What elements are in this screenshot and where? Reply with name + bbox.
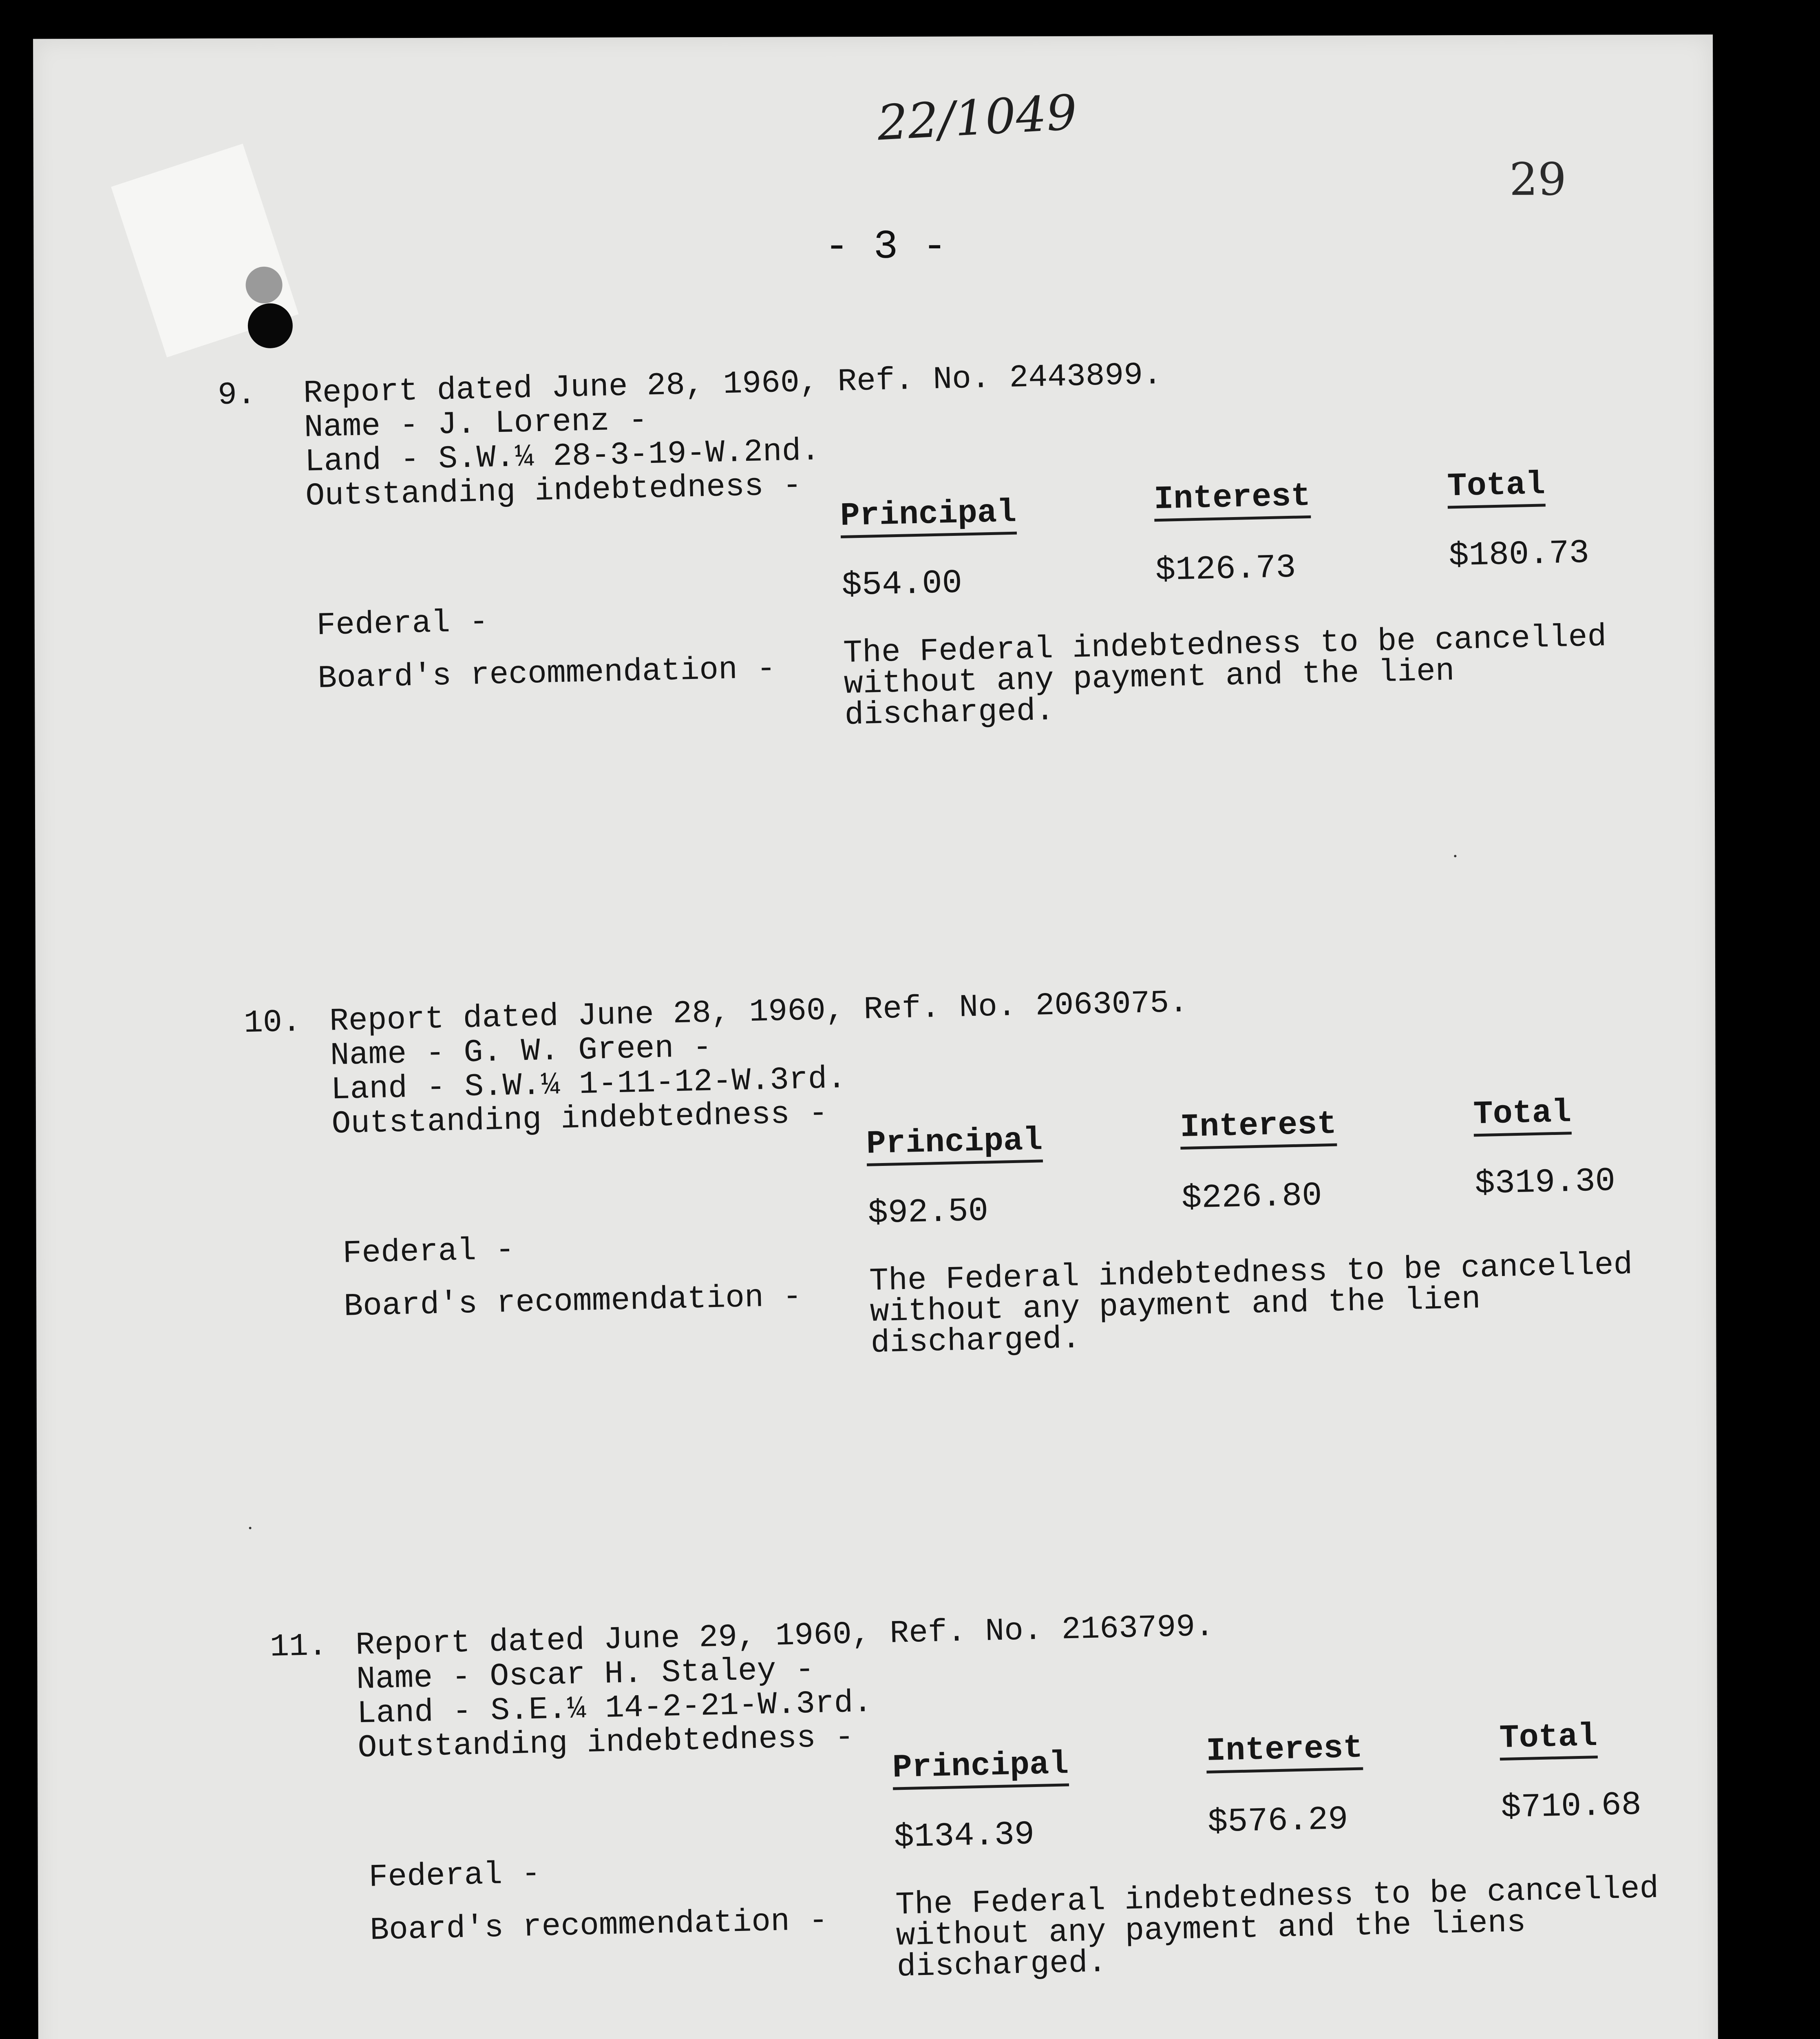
board-recommendation-label: Board's recommendation - <box>369 1903 828 1949</box>
entry-11 <box>269 1597 1791 2039</box>
principal-amount: $54.00 <box>841 564 963 605</box>
board-recommendation-label: Board's recommendation - <box>317 651 776 697</box>
board-recommendation-label: Board's recommendation - <box>343 1279 802 1325</box>
interest-amount: $226.80 <box>1181 1177 1323 1218</box>
recommendation-text: The Federal indebtedness to be cancelled without any payment and the liens discharged. <box>895 1871 1659 1986</box>
outstanding-line: Outstanding indebtedness - <box>305 468 802 515</box>
interest-amount: $126.73 <box>1155 548 1297 590</box>
ink-speck <box>1454 855 1456 857</box>
page-number: 29 <box>1509 153 1567 206</box>
report-line: Report dated June 29, 1960, Ref. No. 2163799. <box>355 1609 1215 1664</box>
outstanding-line: Outstanding indebtedness - <box>331 1095 828 1143</box>
federal-label: Federal - <box>316 604 489 644</box>
federal-label: Federal - <box>342 1232 515 1272</box>
report-line: Report dated June 28, 1960, Ref. No. 2443899. <box>303 357 1162 412</box>
land-line: Land - S.W.¼ 28-3-19-W.2nd. <box>304 433 821 480</box>
entry-number: 10. <box>243 1004 302 1042</box>
federal-label: Federal - <box>368 1856 541 1896</box>
name-line: Name - G. W. Green - <box>330 1030 712 1074</box>
total-header: Total <box>1447 468 1546 509</box>
principal-header: Principal <box>892 1747 1069 1790</box>
punch-hole-icon <box>246 267 283 303</box>
interest-header: Interest <box>1179 1108 1337 1150</box>
entry-9 <box>217 345 1739 805</box>
principal-header: Principal <box>866 1123 1043 1166</box>
total-header: Total <box>1473 1096 1572 1137</box>
name-line: Name - J. Lorenz - <box>303 402 648 446</box>
principal-amount: $92.50 <box>867 1192 989 1233</box>
entry-number: 9. <box>217 377 256 414</box>
punch-hole-icon <box>248 303 293 348</box>
interest-header: Interest <box>1153 480 1311 522</box>
total-amount: $710.68 <box>1500 1786 1642 1827</box>
recommendation-text: The Federal indebtedness to be cancelled without any payment and the lien discharged. <box>843 619 1607 734</box>
entry-10 <box>243 973 1765 1433</box>
report-line: Report dated June 28, 1960, Ref. No. 2063075. <box>329 985 1188 1040</box>
total-amount: $180.73 <box>1448 534 1590 575</box>
entry-number: 11. <box>269 1628 328 1665</box>
ink-speck <box>249 1527 252 1529</box>
outstanding-line: Outstanding indebtedness - <box>357 1719 855 1767</box>
principal-header: Principal <box>840 496 1017 538</box>
land-line: Land - S.E.¼ 14-2-21-W.3rd. <box>356 1685 873 1732</box>
land-line: Land - S.W.¼ 1-11-12-W.3rd. <box>330 1061 847 1108</box>
recommendation-text: The Federal indebtedness to be cancelled without any payment and the lien discharged. <box>869 1247 1633 1362</box>
total-header: Total <box>1499 1720 1598 1760</box>
page-marker: - 3 - <box>824 224 947 271</box>
name-line: Name - Oscar H. Staley - <box>356 1652 815 1698</box>
principal-amount: $134.39 <box>893 1816 1035 1857</box>
total-amount: $319.30 <box>1474 1162 1616 1203</box>
interest-header: Interest <box>1206 1732 1363 1774</box>
document-page <box>33 35 1720 2039</box>
interest-amount: $576.29 <box>1207 1800 1349 1842</box>
handwritten-reference: 22/1049 <box>876 84 1079 151</box>
